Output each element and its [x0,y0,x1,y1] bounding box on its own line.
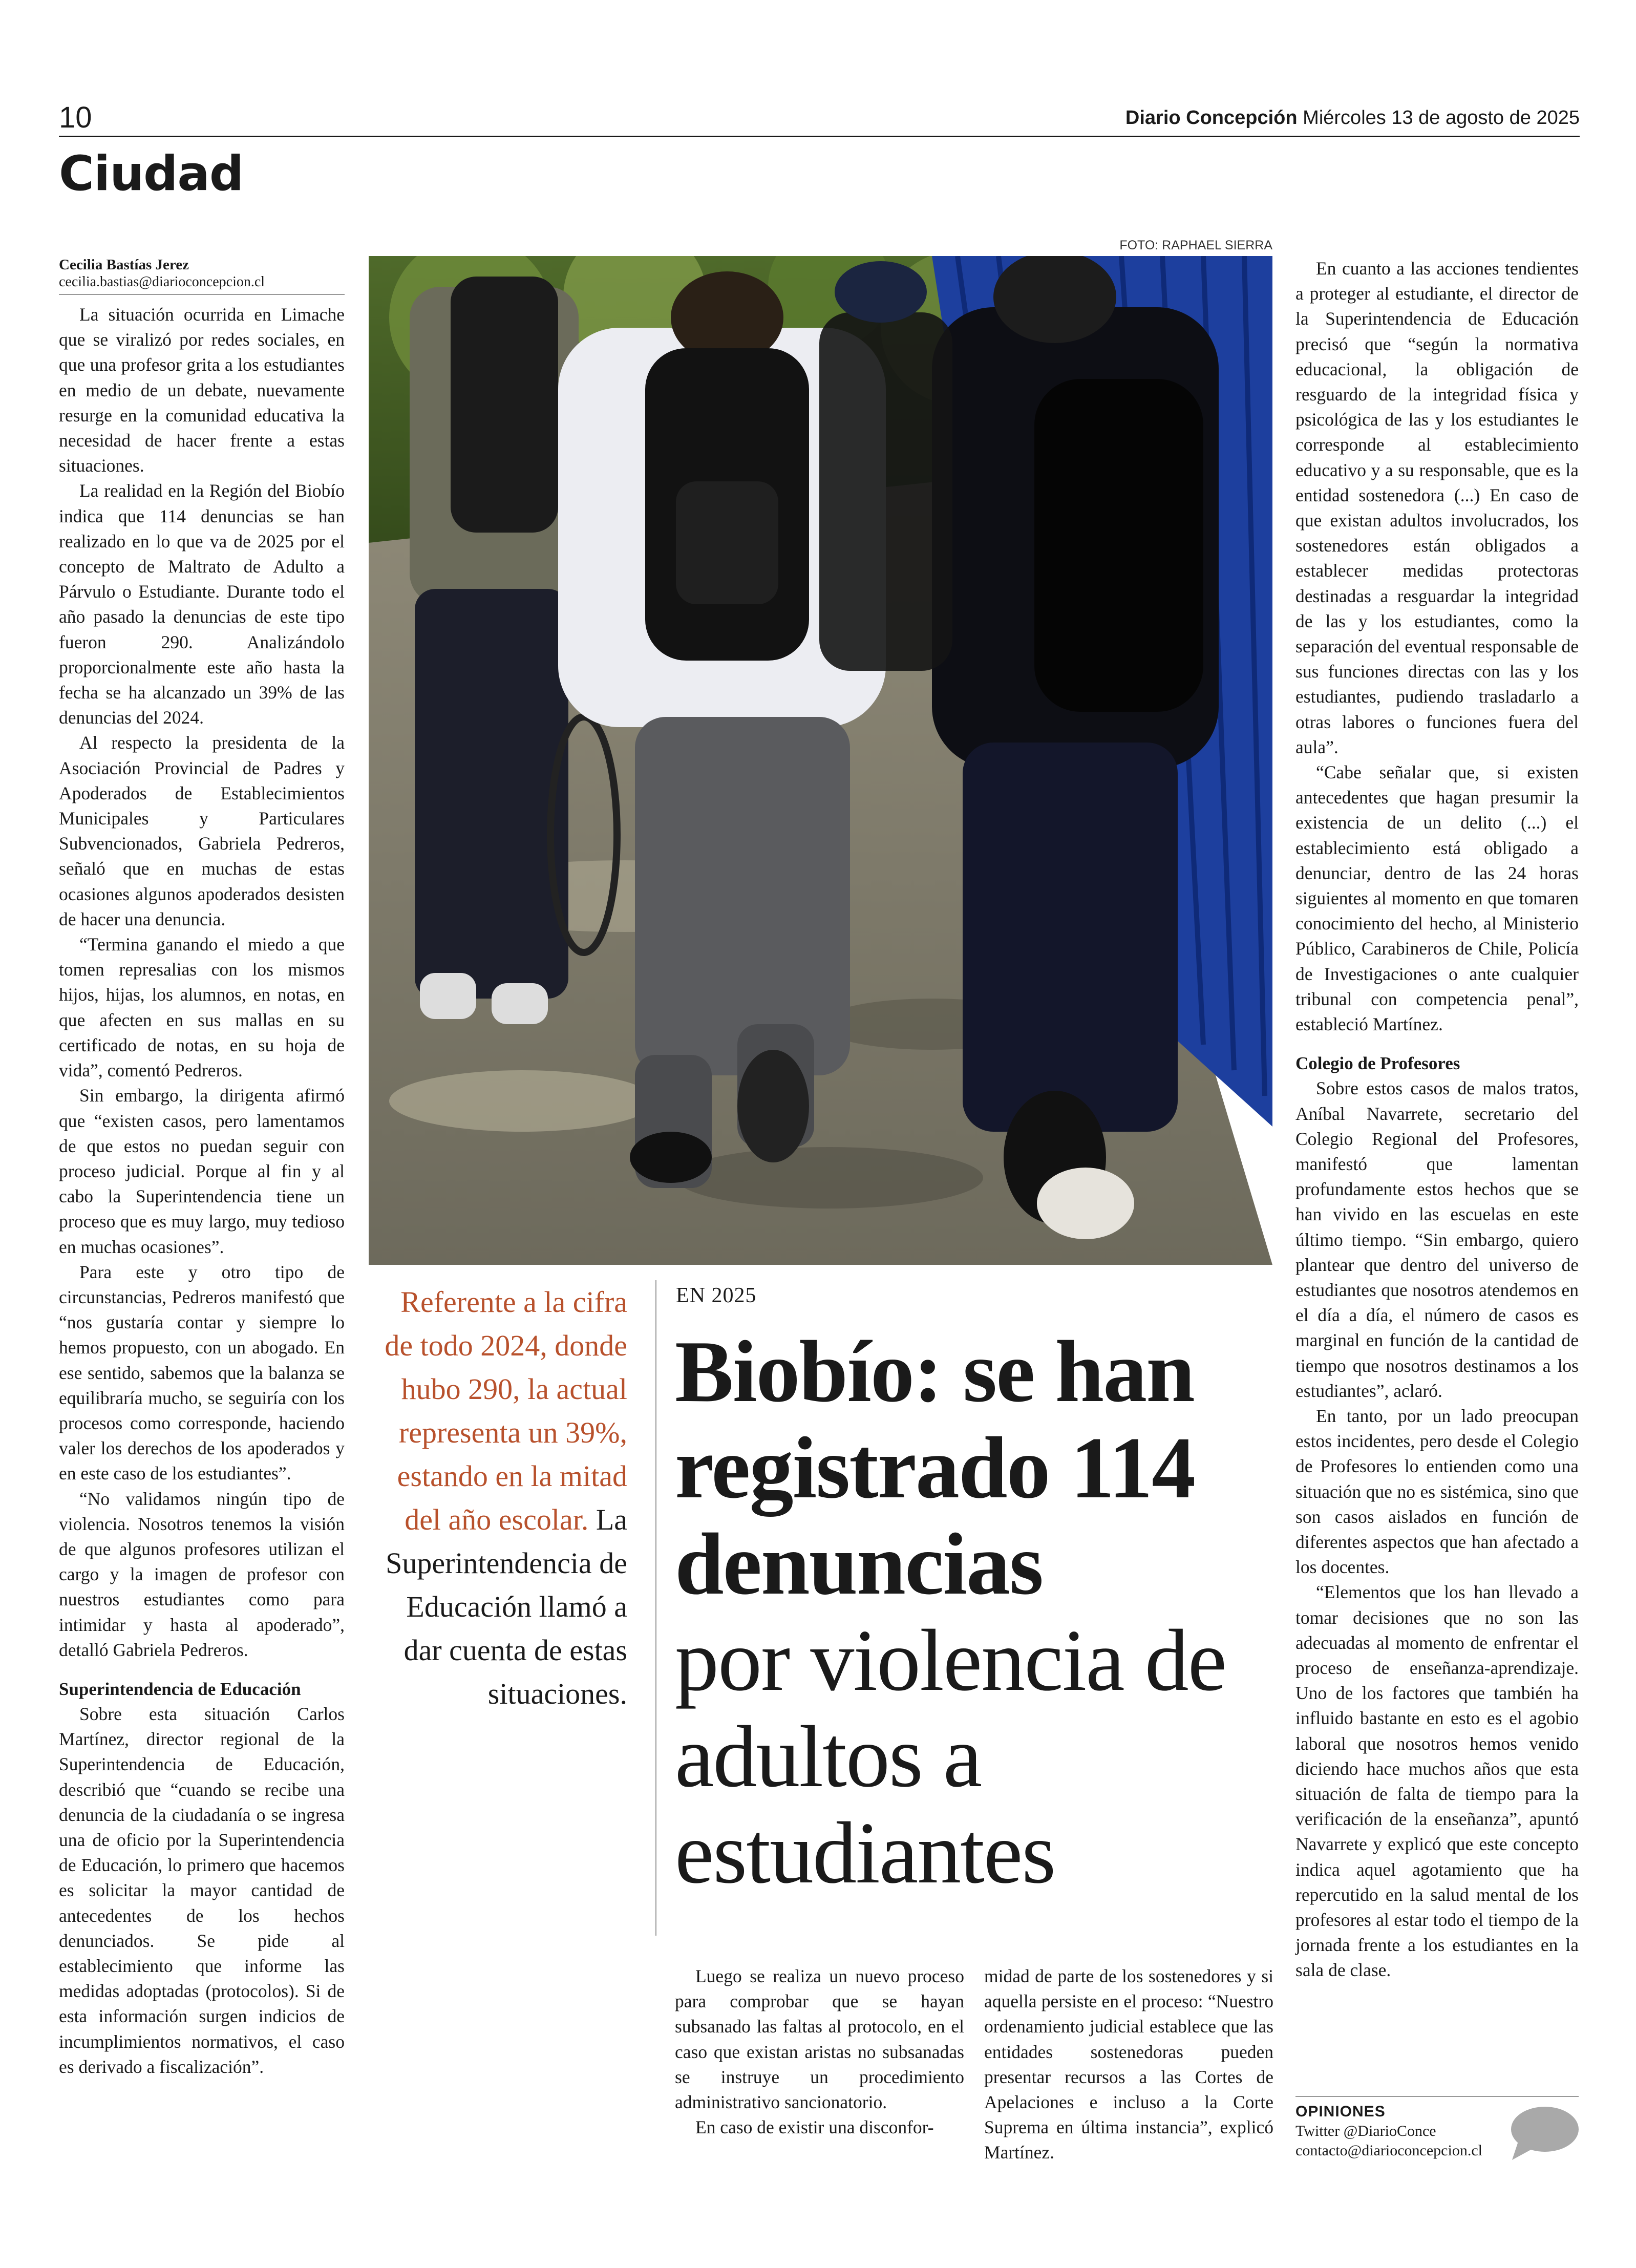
paragraph: En cuanto a las acciones tendientes a proteger al estudiante, el director de la Superintendencia de Educación precisó que “según la normativa educacional, la obligación de resguardo de la integridad física y psicológica de las y los estudiantes le corresponde al establecimiento educativo y a su responsable, que es la entidad sostenedora (...) En caso de que existan adultos involucrados, los sostenedores están obligados a establecer medidas protectoras destinadas a resguardar la integridad de las y los estudiantes, como la separación del eventual responsable de sus funciones directas con las y los estudiantes, pudiendo trasladarlo a otras labores o funciones fuera del aula”. [1295,258,1579,757]
page-number: 10 [59,101,92,134]
headline-bold: Biobío: se han registrado 114 denuncias [675,1323,1195,1613]
headline-divider [655,1280,656,1936]
students-walking-illustration [369,256,1272,1265]
paragraph: “Termina ganando el miedo a que tomen represalias con los mismos hijos, hijas, los alumnos, en notas, en que afecten en sus mallas en su certificado de notas, en su hoja de vida”, comentó Pedreros. [59,934,345,1081]
headline-kicker: EN 2025 [676,1284,757,1307]
paragraph: midad de parte de los sostenedores y si aquella persiste en el proceso: “Nuestro ordenamiento judicial establece que las entidades sostenedoras pueden presentar recursos a las Cortes de Apelaciones e incluso a la Corte Suprema en última instancia”, explicó Martínez. [984,1966,1273,2163]
article-column-3 [984,1964,1273,2166]
opinions-rule [1295,2096,1579,2097]
pull-quote [369,1280,627,1715]
pull-quote-text: La Superintendencia de Educación llamó a dar cuenta de estas situaciones. [386,1503,627,1710]
issue-date: Miércoles 13 de agosto de 2025 [1303,107,1580,129]
opinions-twitter: Twitter @DiarioConce [1295,2123,1436,2139]
section-title: Ciudad [59,146,244,202]
article-column-4 [1295,256,1579,1983]
paragraph: En caso de existir una disconfor- [695,2117,934,2138]
opinions-title: OPINIONES [1295,2103,1386,2120]
paragraph: La realidad en la Región del Biobío indica que 114 denuncias se han realizado en lo que va de 2025 por el concepto de Maltrato de Adulto a Párvulo o Estudiante. Durante todo el año pasado la denuncias de este tipo fueron 290. Analizándolo proporcionalmente este año hasta la fecha se ha alcanzado un 39% de las denuncias del 2024. [59,480,345,728]
article-column-1 [59,256,345,2080]
byline [59,256,345,291]
paragraph: Sobre estos casos de malos tratos, Aníbal Navarrete, secretario del Colegio Regional del Profesores, manifestó que lamentan profundamente estos hechos que se han vivido en las escuelas en este último tiempo. “Sin embargo, quiero plantear que dentro del universo de estudiantes que nosotros atendemos en el día a día, el número de casos es marginal en función de la cantidad de tiempo que nosotros destinamos a los estudiantes”, aclaró. [1295,1078,1579,1401]
opinions-email: contacto@diarioconcepcion.cl [1295,2142,1482,2159]
paragraph: Sobre esta situación Carlos Martínez, director regional de la Superintendencia de Educación, describió que “cuando se recibe una denuncia de la ciudadanía o se ingresa una de oficio por la Superintendencia de Educación, lo primero que hacemos es solicitar la mayor cantidad de antecedentes de los hechos denunciados. Se pide al establecimiento que informe las medidas adoptadas (protocolos). Si de esta información surgen indicios de incumplimientos normativos, el caso es derivado a fiscalización”. [59,1703,345,2077]
newspaper-name: Diario Concepción [1125,107,1298,129]
headline [675,1324,1289,1901]
subheading: Colegio de Profesores [1295,1053,1460,1074]
article-photo [369,256,1272,1265]
author-name: Cecilia Bastías Jerez [59,257,189,273]
paragraph: “Cabe señalar que, si existen antecedentes que hagan presumir la existencia de un delito (...) el establecimiento está obligado a denunciar, dentro de las 24 horas siguientes al momento en que tomaren conocimiento del hecho, al Ministerio Público, Carabineros de Chile, Policía de Investigaciones o ante cualquier tribunal con competencia penal”, estableció Martínez. [1295,762,1579,1035]
paragraph: Luego se realiza un nuevo proceso para comprobar que se hayan subsanado las faltas al protocolo, en el caso que existan aristas no subsanadas se instruye un procedimiento administrativo sancionatorio. [675,1966,964,2113]
header-rule [59,136,1580,137]
subheading: Superintendencia de Educación [59,1679,301,1699]
masthead [1125,105,1580,131]
photo-credit: FOTO: RAPHAEL SIERRA [1119,238,1272,252]
paragraph: En tanto, por un lado preocupan estos incidentes, pero desde el Colegio de Profesores lo entienden como una situación que no es sistémica, sino que son casos aislados en función de diferentes aspectos que han afectado a los docentes. [1295,1405,1579,1578]
pull-quote-highlight: Referente a la cifra de todo 2024, donde hubo 290, la actual representa un 39%, estando en la mitad del año escolar. [385,1285,627,1536]
paragraph: Para este y otro tipo de circunstancias, Pedreros manifestó que “nos gustaría contar y siempre lo hemos propuesto, con un abogado. En ese sentido, sabemos que la balanza se equilibraría mucho, se seguiría con los procesos como corresponde, haciendo valer los derechos de los apoderados y en este caso de los estudiantes”. [59,1261,345,1484]
speech-bubble-icon [1508,2105,1580,2161]
paragraph: “No validamos ningún tipo de violencia. Nosotros tenemos la visión de que algunos profesores utilizan el cargo y la imagen de profesor con nuestros estudiantes como para intimidar y hasta al apoderado”, detalló Gabriela Pedreros. [59,1488,345,1660]
opinions-box [1295,2102,1511,2160]
paragraph: “Elementos que los han llevado a tomar decisiones que no son las adecuadas al momento de enfrentar el proceso de enseñanza-aprendizaje. Uno de los factores que también ha influido bastante en esto es el agobio laboral que nosotros hemos venido diciendo hace muchos años que esta situación de falta de tiempo para la verificación de la enseñanza”, apuntó Navarrete y explicó que este concepto indica aquel agotamiento que ha repercutido en la salud mental de los profesores al estar todo el tiempo de la jornada frente a los estudiantes en la sala de clase. [1295,1582,1579,1981]
author-email: cecilia.bastias@diarioconcepcion.cl [59,274,265,290]
article-column-2 [675,1964,964,2140]
paragraph: Sin embargo, la dirigenta afirmó que “existen casos, pero lamentamos de que estos no puedan seguir con proceso judicial. Porque al fin y al cabo la Superintendencia tiene un proceso que es muy largo, muy tedioso en muchas ocasiones”. [59,1085,345,1257]
paragraph: Al respecto la presidenta de la Asociación Provincial de Padres y Apoderados de Establecimientos Municipales y Particulares Subvencionados, Gabriela Pedreros, señaló que en muchas de estas ocasiones algunos apoderados desisten de hacer una denuncia. [59,732,345,929]
headline-regular: por violencia de adultos a estudiantes [675,1612,1226,1902]
byline-rule [59,294,345,295]
paragraph: La situación ocurrida en Limache que se viralizó por redes sociales, en que una profesor grita a los estudiantes en medio de un debate, nuevamente resurge en la comunidad educativa la necesidad de hacer frente a estas situaciones. [59,304,345,476]
